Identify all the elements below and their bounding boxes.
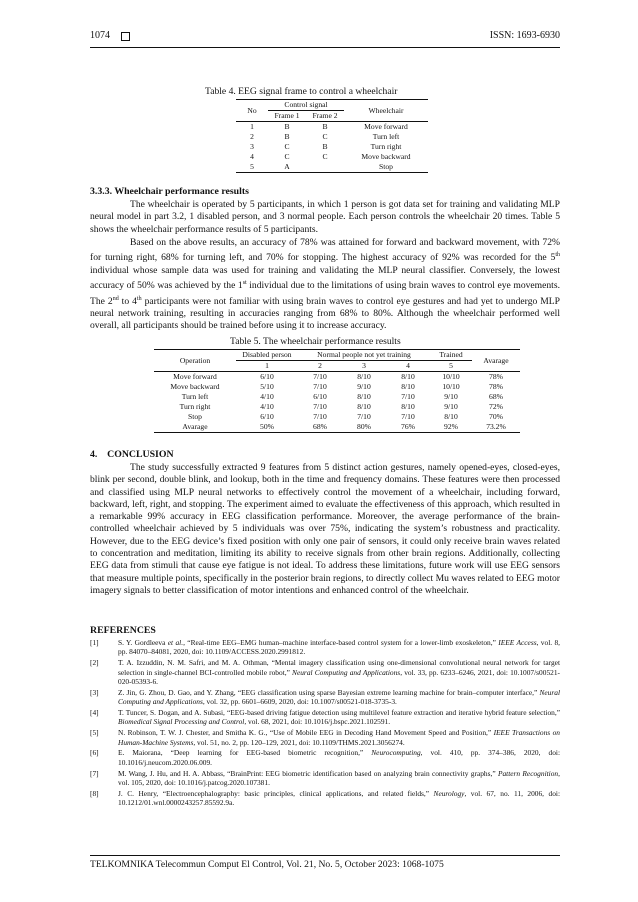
references-heading: REFERENCES bbox=[90, 625, 156, 636]
table-cell: 9/10 bbox=[444, 402, 458, 411]
table5-participant: 3 bbox=[362, 361, 366, 370]
page-number: 1074 bbox=[90, 30, 110, 41]
table-cell: 7/10 bbox=[313, 402, 327, 411]
table-cell: B bbox=[284, 122, 290, 131]
table-row bbox=[236, 122, 428, 133]
table-cell: 8/10 bbox=[357, 402, 371, 411]
reference-item: [8] J. C. Henry, “Electroencephalography: basic principles, clinical applications, and related fields,” Neurology, vol. 67, no. 11, 2006, doi: 10.1212/01.wnl.0000243257.85592.9a. bbox=[90, 788, 561, 808]
table4 bbox=[236, 99, 428, 173]
table-cell: 80% bbox=[357, 422, 371, 431]
table-cell: 10/10 bbox=[442, 382, 460, 391]
table-cell: 8/10 bbox=[357, 392, 371, 401]
table-cell: 5 bbox=[250, 162, 254, 171]
table-cell: B bbox=[284, 132, 290, 141]
table5-header-operation: Operation bbox=[154, 350, 236, 372]
table-cell: Turn left bbox=[372, 132, 400, 141]
table-cell: 76% bbox=[401, 422, 415, 431]
table-cell: Avarage bbox=[182, 422, 208, 431]
table-cell: 73.2% bbox=[486, 422, 506, 431]
table-row bbox=[154, 412, 520, 422]
table-row bbox=[154, 382, 520, 392]
table4-header-wheelchair: Wheelchair bbox=[344, 100, 428, 122]
table4-caption: Table 4. EEG signal frame to control a wheelchair bbox=[205, 86, 398, 97]
table4-header-frame1: Frame 1 bbox=[274, 111, 300, 120]
table5-participant: 1 bbox=[265, 361, 269, 370]
paragraph: The wheelchair is operated by 5 participants, in which 1 person is got data set for training and validating MLP neural model in part 3.2, 1 disabled person, and 3 normal people. Each person controls the wheelchair 20 times. Table 5 shows the wheelchair performance results of 5 participants. bbox=[90, 199, 560, 235]
table-cell bbox=[306, 162, 344, 173]
table-cell: 8/10 bbox=[444, 412, 458, 421]
table-cell: 50% bbox=[260, 422, 274, 431]
reference-item: [4] T. Tuncer, S. Dogan, and A. Subasi, “EEG-based driving fatigue detection using multilevel feature extraction and iterative hybrid feature selection,” Biomedical Signal Processing and Control, vol. 68, 2021, doi: 10.1016/j.bspc.2021.102591. bbox=[90, 708, 560, 727]
table-cell: 10/10 bbox=[442, 372, 460, 381]
table-cell: B bbox=[322, 122, 328, 131]
table-cell: 78% bbox=[489, 372, 503, 381]
table-cell: 9/10 bbox=[357, 382, 371, 391]
header-rule bbox=[90, 47, 560, 48]
table5-header-normal: Normal people not yet training bbox=[298, 350, 430, 361]
table5-header-disabled: Disabled person bbox=[236, 350, 298, 361]
table-cell: 8/10 bbox=[401, 382, 415, 391]
table-cell: 8/10 bbox=[357, 372, 371, 381]
table-cell: A bbox=[284, 162, 290, 171]
table-row bbox=[154, 392, 520, 402]
reference-item: [2] T. A. Izzuddin, N. M. Safri, and M. A. Othman, “Mental imagery classification using one-dimensional convolutional neural network for target selection in single-channel BCI-controlled mobile robot,” Neural Computing and Applications, vol. 33, pp. 6233–6246, 2021, doi: 10.1007/s00521-020-05393-6. bbox=[90, 658, 560, 687]
reference-item: [3] Z. Jin, G. Zhou, D. Gao, and Y. Zhang, “EEG classification using sparse Bayesian extreme learning machine for brain–computer interface,” Neural Computing and Applications, vol. 32, pp. 6601–6609, 2020, doi: 10.1007/s00521-018-3735-3. bbox=[90, 687, 560, 707]
table-cell: 70% bbox=[489, 412, 503, 421]
table-cell: 6/10 bbox=[260, 412, 274, 421]
table-row bbox=[154, 402, 520, 412]
table-cell: 7/10 bbox=[401, 412, 415, 421]
reference-item: [6] E. Maiorana, “Deep learning for EEG-based biometric recognition,” Neurocomputing, vol. 410, pp. 374–386, 2020, doi: 10.1016/j.neucom.2020.06.009. bbox=[90, 748, 560, 767]
table-cell: 72% bbox=[489, 402, 503, 411]
table-cell: Stop bbox=[379, 162, 393, 171]
table5-participant: 5 bbox=[449, 361, 453, 370]
table-cell: 4/10 bbox=[260, 392, 274, 401]
table-cell: B bbox=[322, 142, 328, 151]
table-cell: 92% bbox=[444, 422, 458, 431]
table-cell: C bbox=[322, 132, 328, 141]
table-cell: 6/10 bbox=[260, 372, 274, 381]
reference-item: [5] N. Robinson, T. W. J. Chester, and Smitha K. G., “Use of Mobile EEG in Decoding Hand Movement Speed and Position,” IEEE Transactions on Human-Machine Systems, vol. 51, no. 2, pp. 120–129, 2021, doi: 10.1109/THMS.2021.3056274. bbox=[90, 728, 560, 747]
table-cell: 4 bbox=[250, 152, 254, 161]
running-header bbox=[90, 30, 560, 44]
table-cell: 6/10 bbox=[313, 392, 327, 401]
table-cell: Move forward bbox=[364, 122, 408, 131]
table5 bbox=[154, 349, 520, 433]
table-cell: Turn left bbox=[181, 392, 209, 401]
table-cell: Move forward bbox=[173, 372, 217, 381]
table4-header-no: No bbox=[236, 100, 268, 122]
table-cell: 4/10 bbox=[260, 402, 274, 411]
table-cell: C bbox=[284, 152, 290, 161]
table-cell: 7/10 bbox=[313, 412, 327, 421]
reference-item: [1] S. Y. Gordleeva et al., “Real-time EEG–EMG human–machine interface-based control system for a lower-limb exoskeleton,” IEEE Access, vol. 8, pp. 84070–84081, 2020, doi: 10.1109/ACCESS.2020.2991812. bbox=[90, 638, 560, 657]
table-row bbox=[154, 422, 520, 433]
table-row bbox=[236, 142, 428, 152]
table-cell: 8/10 bbox=[401, 402, 415, 411]
running-footer: TELKOMNIKA Telecommun Comput El Control, Vol. 21, No. 5, October 2023: 1068-1075 bbox=[90, 859, 444, 870]
table-cell: 68% bbox=[313, 422, 327, 431]
table-cell: Turn right bbox=[179, 402, 211, 411]
table-cell: C bbox=[284, 142, 290, 151]
table-row bbox=[236, 162, 428, 173]
table-row bbox=[154, 372, 520, 383]
table-cell: 7/10 bbox=[313, 372, 327, 381]
table4-header-frame2: Frame 2 bbox=[312, 111, 338, 120]
paragraph: Based on the above results, an accuracy of 78% was attained for forward and backward movement, with 72% for turning right, 68% for turning left, and 70% for stopping. The highest accuracy of 92% was recorded for the 5th individual whose sample data was used for training and validating the MLP neural classifier. Conversely, the lowest accuracy of 50% was achieved by the 1st individual due to the limitations of using brain waves to control eye movements. The 2nd to 4th participants were not familiar with using brain waves to control eye gestures and had yet to undergo MLP neural network training, resulting in accuracies ranging from 68% to 80%. Although the wheelchair performed well overall, all participants should be trained before using it to increase accuracy. bbox=[90, 237, 560, 332]
table4-header-signal: Control signal bbox=[268, 100, 344, 111]
table-cell: 7/10 bbox=[313, 382, 327, 391]
table-cell: 68% bbox=[489, 392, 503, 401]
table-cell: Move backward bbox=[361, 152, 411, 161]
table5-caption: Table 5. The wheelchair performance results bbox=[230, 336, 401, 347]
square-icon bbox=[121, 32, 130, 41]
table-cell: 1 bbox=[250, 122, 254, 131]
section-heading: 3.3.3. Wheelchair performance results bbox=[90, 186, 249, 197]
table-cell: 8/10 bbox=[401, 372, 415, 381]
table-cell: Move backward bbox=[170, 382, 220, 391]
table-cell: 2 bbox=[250, 132, 254, 141]
table-row bbox=[236, 152, 428, 162]
table5-participant: 2 bbox=[318, 361, 322, 370]
table-cell: 9/10 bbox=[444, 392, 458, 401]
paragraph: The study successfully extracted 9 features from 5 distinct action gestures, namely opened-eyes, closed-eyes, blink per second, double blink, and lookup, both in the time and frequency domains. These features were then processed and classified using MLP neural networks to effectively control the movement of a wheelchair, including forward, backward, left, right, and stopping. The experiment aimed to evaluate the effectiveness of this approach, which resulted in a remarkable 99% accuracy in EEG classification performance. Moreover, the average performance of the brain-controlled wheelchair achieved by 5 individuals was over 75%, indicating the system’s robustness and practicality. However, due to the EEG device’s fixed position with only one pair of sensors, it could only receive brain waves related to concentration and meditation, limiting its ability to receive signals from other brain regions. Additionally, collecting EEG data from stimuli that cause eye fatigue is not ideal. To address these limitations, future work will use EEG sensors that measure multiple points, specifically in the posterior brain regions, to directly collect Mu waves related to EEG motor imagery signals to better classification of motor intentions and enhanced control of the wheelchair. bbox=[90, 462, 560, 596]
table5-participant: 4 bbox=[406, 361, 410, 370]
table-cell: 3 bbox=[250, 142, 254, 151]
table5-header-avarage: Avarage bbox=[472, 350, 520, 372]
table5-header-trained: Trained bbox=[430, 350, 472, 361]
table-row bbox=[236, 132, 428, 142]
table-cell: 5/10 bbox=[260, 382, 274, 391]
table-cell: 7/10 bbox=[401, 392, 415, 401]
issn-label: ISSN: 1693-6930 bbox=[489, 30, 560, 41]
table-cell: Stop bbox=[188, 412, 202, 421]
table-cell: 7/10 bbox=[357, 412, 371, 421]
table-cell: 78% bbox=[489, 382, 503, 391]
table-cell: C bbox=[322, 152, 328, 161]
reference-list bbox=[90, 638, 560, 809]
table-cell: Turn right bbox=[370, 142, 402, 151]
footer-rule bbox=[90, 855, 560, 856]
section-heading: 4. CONCLUSION bbox=[90, 449, 174, 460]
reference-item: [7] M. Wang, J. Hu, and H. A. Abbass, “BrainPrint: EEG biometric identification based on analyzing brain connectivity graphs,” Pattern Recognition, vol. 105, 2020, doi: 10.1016/j.patcog.2020.107381. bbox=[90, 768, 560, 788]
